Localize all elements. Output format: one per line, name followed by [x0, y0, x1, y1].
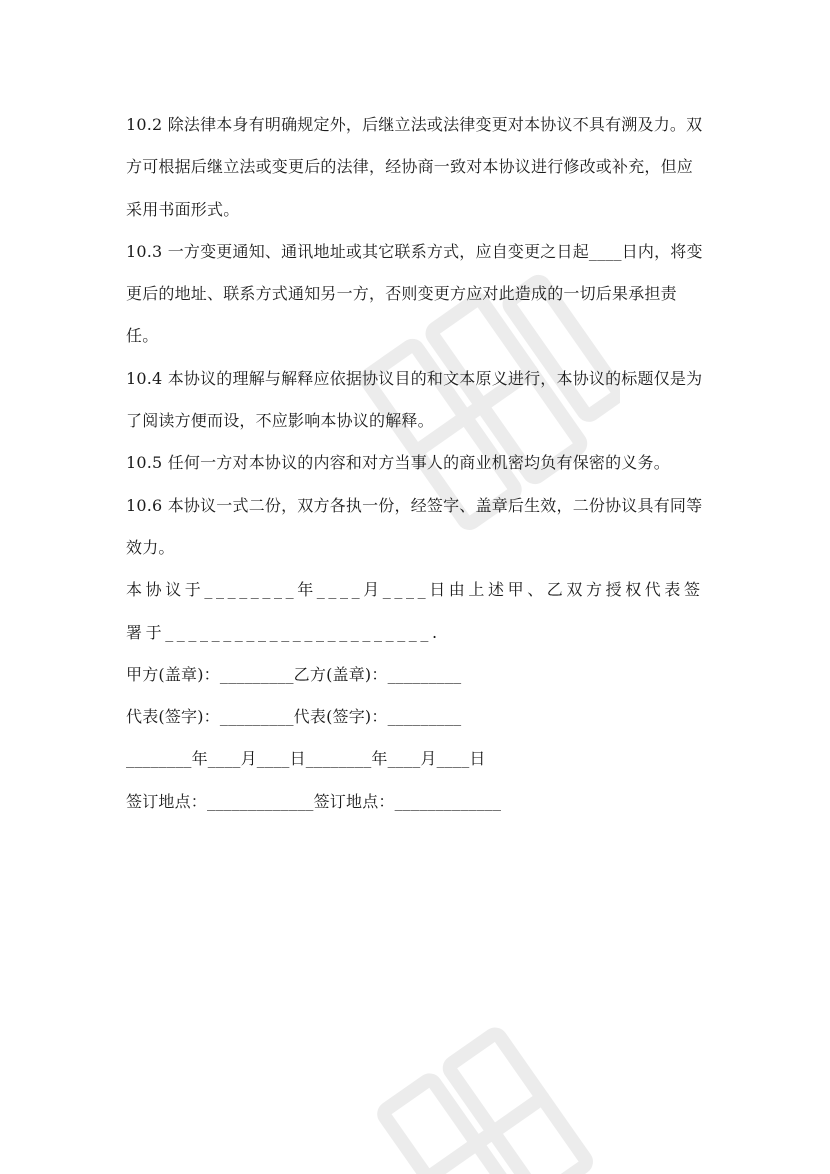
signing-place-line: 签订地点：_____________签订地点：_____________ — [126, 791, 502, 811]
clause-10-2: 10.2 除法律本身有明确规定外，后继立法或法律变更对本协议不具有溯及力。双方可根据后继立法或变更后的法律，经协商一致对本协议进行修改或补充，但应采用书面形式。 — [126, 115, 703, 219]
document-body — [126, 104, 706, 823]
clause-10-6: 10.6 本协议一式二份，双方各执一份，经签字、盖章后生效，二份协议具有同等效力。 — [126, 495, 703, 557]
clause-10-5: 10.5 任何一方对本协议的内容和对方当事人的商业机密均负有保密的义务。 — [126, 453, 670, 473]
representative-signature-line: 代表(签字)：_________代表(签字)：_________ — [126, 707, 462, 727]
clause-10-3: 10.3 一方变更通知、通讯地址或其它联系方式，应自变更之日起____日内，将变更后的地址、联系方式通知另一方，否则变更方应对此造成的一切后果承担责任。 — [126, 241, 703, 346]
watermark-icon — [360, 1010, 620, 1174]
clause-10-4: 10.4 本协议的理解与解释应依据协议目的和文本原义进行，本协议的标题仅是为了阅读方便而设，不应影响本协议的解释。 — [126, 368, 703, 431]
party-seal-line: 甲方(盖章)：_________乙方(盖章)：_________ — [126, 664, 462, 684]
signing-date-line: ________年____月____日________年____月____日 — [126, 749, 486, 769]
signing-statement: 本协议于________年____月____日由上述甲、乙双方授权代表签署于_______________________. — [126, 580, 704, 642]
